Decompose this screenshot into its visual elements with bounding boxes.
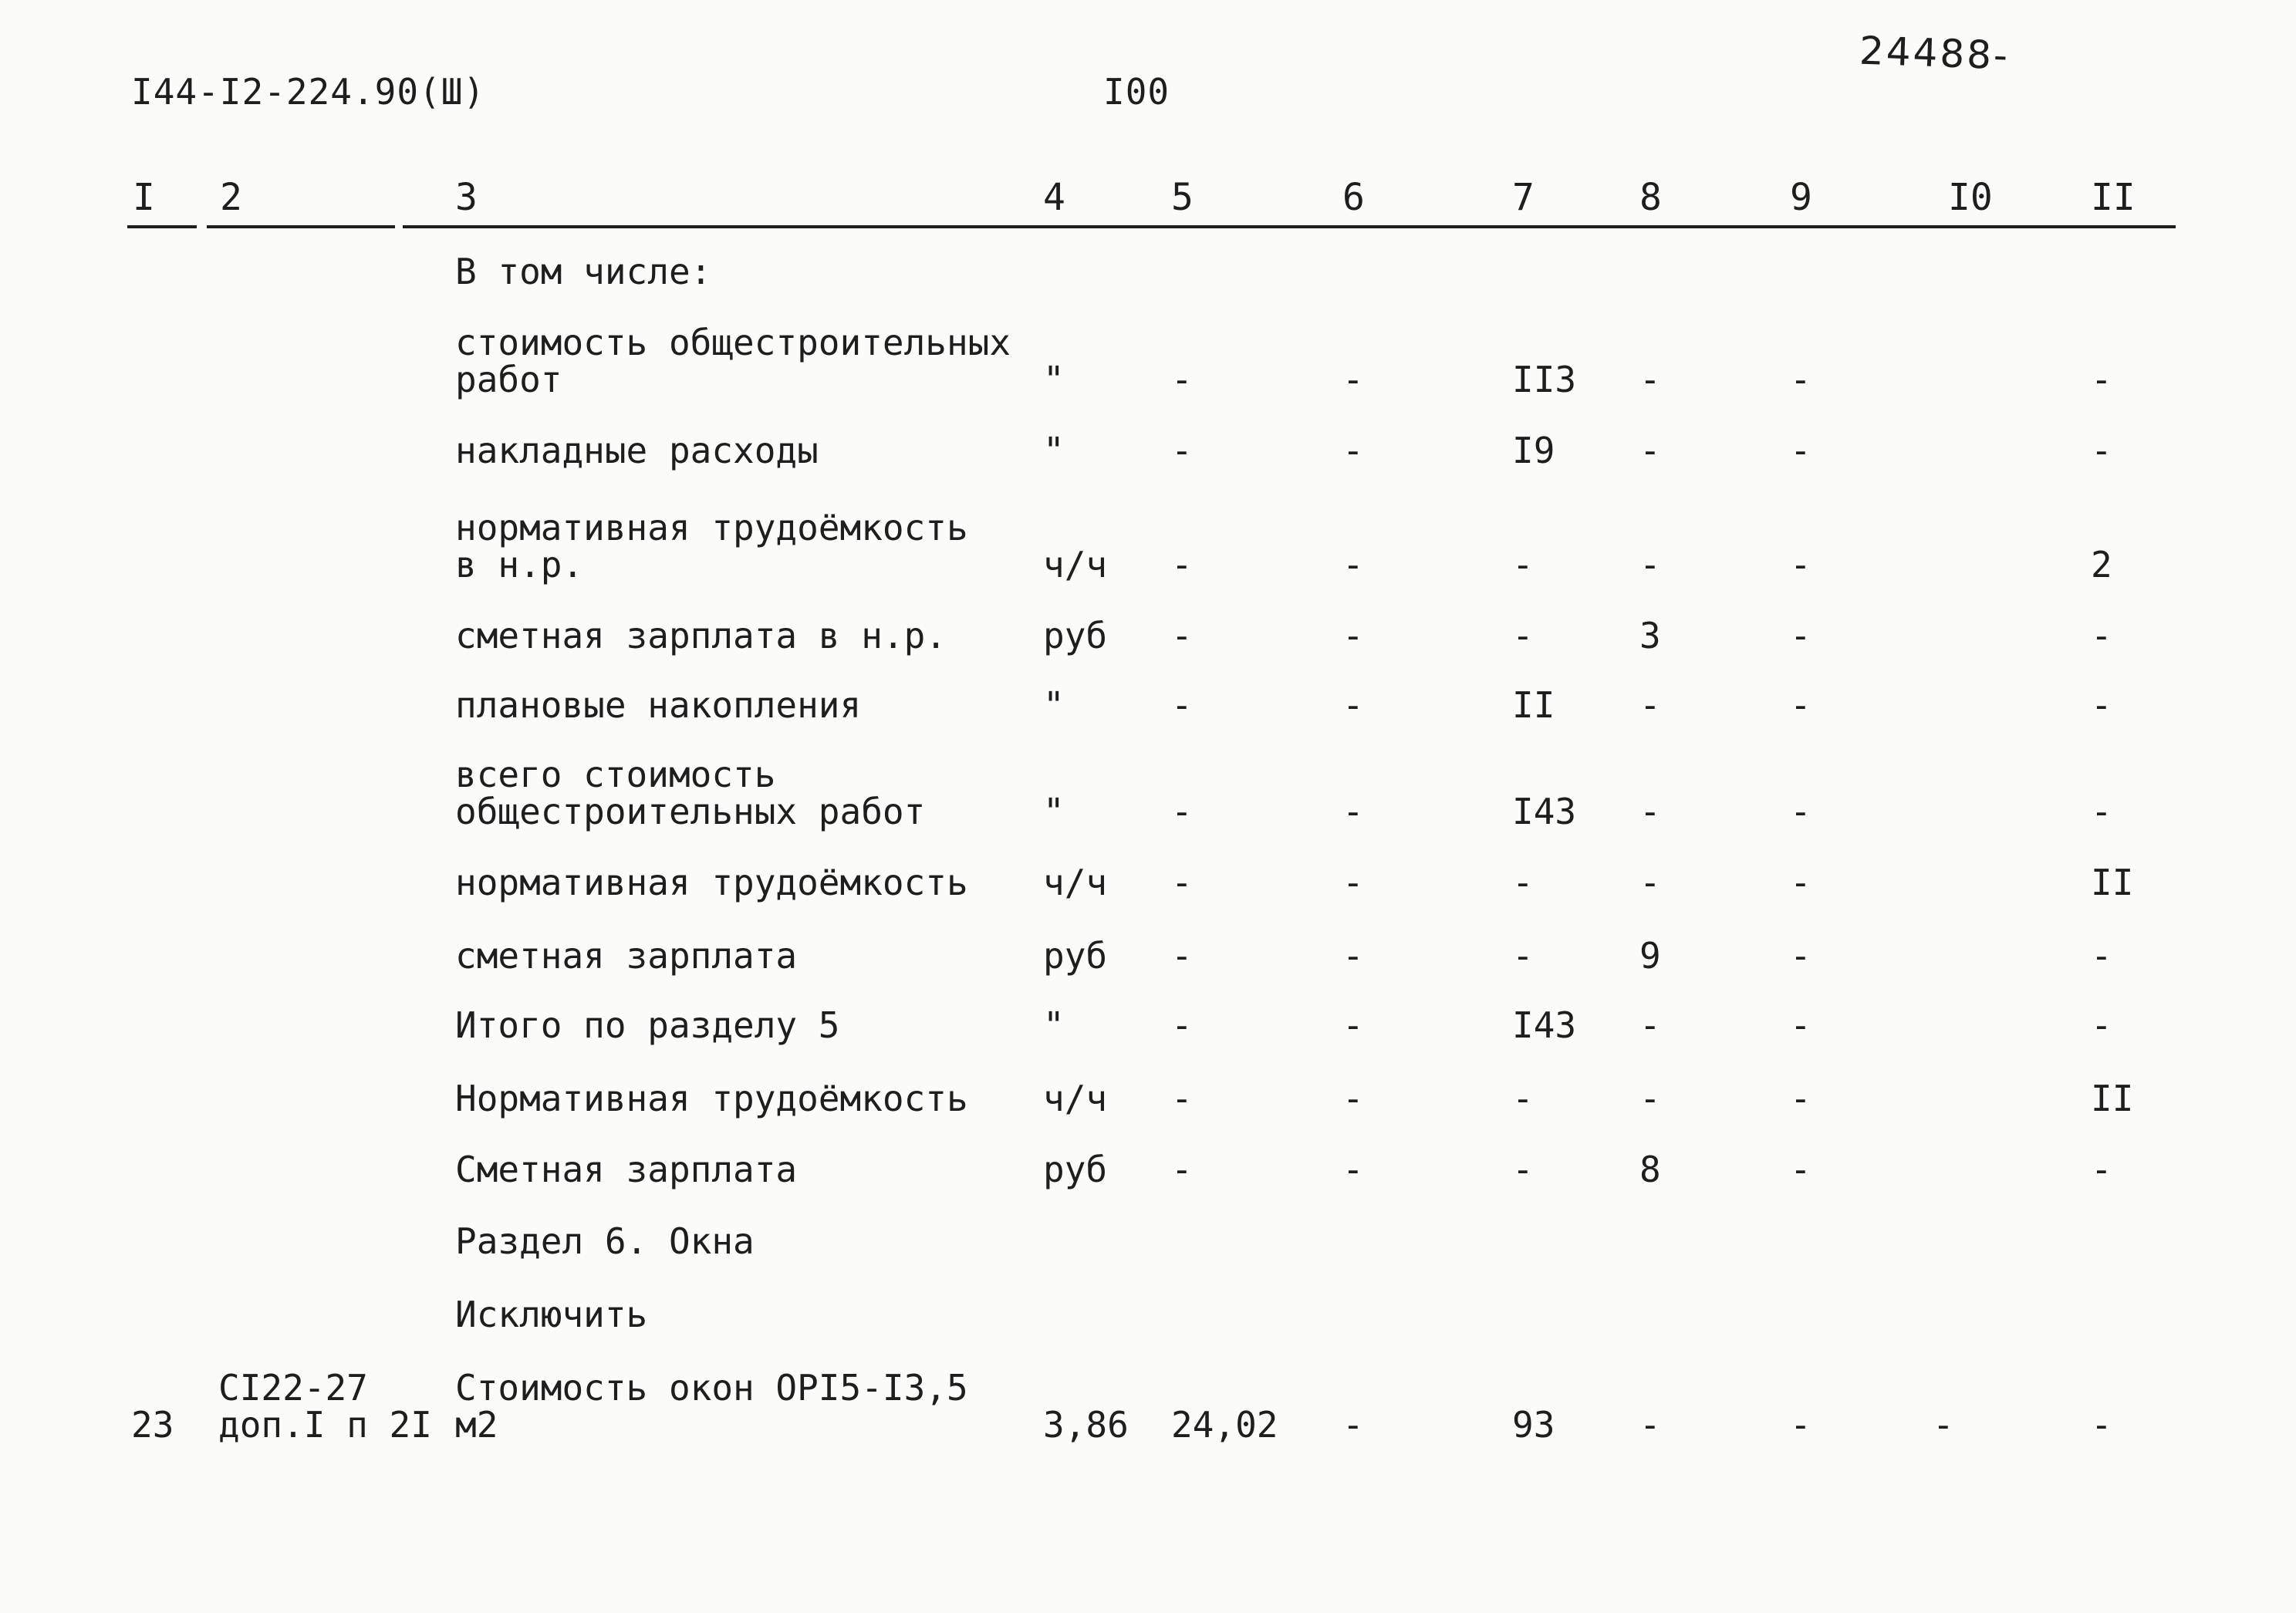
cell-c3: Сметная зарплата — [455, 1149, 798, 1190]
cell-c11: - — [2091, 935, 2112, 977]
cell-c5: - — [1171, 1078, 1193, 1119]
cell-c6: - — [1342, 791, 1364, 832]
cell-c4: ч/ч — [1043, 862, 1108, 903]
cell-c7: - — [1512, 935, 1534, 977]
header-rule — [403, 225, 2176, 228]
cell-c7: - — [1512, 615, 1534, 656]
cell-c2: СI22-27 — [218, 1367, 368, 1409]
cell-c7: - — [1512, 1149, 1534, 1190]
cell-c8: - — [1639, 359, 1661, 400]
cell-c11: - — [2091, 1149, 2112, 1190]
cell-c4: руб — [1043, 935, 1108, 977]
cell-c3: общестроительных работ — [455, 791, 926, 832]
cell-c3: Раздел 6. Окна — [455, 1220, 755, 1262]
cell-c7: - — [1512, 862, 1534, 903]
document-code: I44-I2-224.90(Ш) — [131, 71, 486, 113]
cell-c5: - — [1171, 862, 1193, 903]
cell-c9: - — [1790, 615, 1811, 656]
cell-c11: - — [2091, 615, 2112, 656]
cell-c9: - — [1790, 430, 1811, 471]
cell-c5: - — [1171, 1004, 1193, 1046]
cell-c7: I43 — [1512, 1004, 1577, 1046]
cell-c9: - — [1790, 935, 1811, 977]
column-number-header: 7 — [1512, 176, 1535, 219]
cell-c8: - — [1639, 430, 1661, 471]
cell-c5: - — [1171, 544, 1193, 585]
column-number-header: 5 — [1171, 176, 1194, 219]
column-number-header: I — [133, 176, 155, 219]
cell-c4: " — [1043, 359, 1065, 400]
cell-c3: В том числе: — [455, 251, 712, 292]
cell-c8: 9 — [1639, 935, 1661, 977]
cell-c9: - — [1790, 1078, 1811, 1119]
cell-c8: 8 — [1639, 1149, 1661, 1190]
cell-c3: всего стоимость — [455, 754, 776, 795]
cell-c6: - — [1342, 430, 1364, 471]
cell-c11: - — [2091, 684, 2112, 726]
cell-c9: - — [1790, 359, 1811, 400]
cell-c4: " — [1043, 1004, 1065, 1046]
cell-c4: руб — [1043, 615, 1108, 656]
cell-c4: " — [1043, 430, 1065, 471]
cell-c5: - — [1171, 791, 1193, 832]
cell-c11: - — [2091, 1404, 2112, 1446]
cell-c3: сметная зарплата в н.р. — [455, 615, 947, 656]
cell-c7: - — [1512, 1078, 1534, 1119]
cell-c5: - — [1171, 615, 1193, 656]
cell-c6: - — [1342, 935, 1364, 977]
cell-c9: - — [1790, 862, 1811, 903]
cell-c4: 3,86 — [1043, 1404, 1129, 1446]
cell-c3: нормативная трудоёмкость — [455, 507, 968, 548]
cell-c3: Итого по разделу 5 — [455, 1004, 840, 1046]
cell-c8: - — [1639, 544, 1661, 585]
cell-c5: - — [1171, 1149, 1193, 1190]
header-rule — [207, 225, 395, 228]
cell-c3: сметная зарплата — [455, 935, 798, 977]
cell-c5: 24,02 — [1171, 1404, 1278, 1446]
header-rule — [127, 225, 197, 228]
cell-c3: стоимость общестроительных — [455, 322, 1011, 363]
cell-c11: - — [2091, 791, 2112, 832]
cell-c6: - — [1342, 1404, 1364, 1446]
cell-c6: - — [1342, 1149, 1364, 1190]
cell-c4: руб — [1043, 1149, 1108, 1190]
cell-c8: - — [1639, 684, 1661, 726]
cell-c3: м2 — [455, 1404, 498, 1446]
cell-c4: " — [1043, 684, 1065, 726]
cell-c6: - — [1342, 862, 1364, 903]
cell-c8: - — [1639, 791, 1661, 832]
column-number-header: 3 — [455, 176, 478, 219]
cell-c9: - — [1790, 684, 1811, 726]
cell-c8: 3 — [1639, 615, 1661, 656]
cell-c3: работ — [455, 359, 562, 400]
column-number-header: 8 — [1639, 176, 1662, 219]
cell-c8: - — [1639, 1078, 1661, 1119]
cell-c6: - — [1342, 1004, 1364, 1046]
page-number: I00 — [1103, 71, 1170, 113]
cell-c4: ч/ч — [1043, 544, 1108, 585]
cell-c6: - — [1342, 684, 1364, 726]
cell-c3: Нормативная трудоёмкость — [455, 1078, 968, 1119]
cell-c3: Исключить — [455, 1294, 648, 1335]
cell-c9: - — [1790, 1149, 1811, 1190]
cell-c11: - — [2091, 359, 2112, 400]
cell-c9: - — [1790, 544, 1811, 585]
cell-c9: - — [1790, 1004, 1811, 1046]
cell-c8: - — [1639, 1404, 1661, 1446]
cell-c7: 93 — [1512, 1404, 1555, 1446]
cell-c11: - — [2091, 1004, 2112, 1046]
cell-c11: - — [2091, 430, 2112, 471]
cell-c7: I43 — [1512, 791, 1577, 832]
column-number-header: II — [2091, 176, 2136, 219]
cell-c5: - — [1171, 359, 1193, 400]
cell-c3: накладные расходы — [455, 430, 819, 471]
cell-c1: 23 — [131, 1404, 174, 1446]
cell-c3: нормативная трудоёмкость — [455, 862, 968, 903]
column-number-header: 6 — [1342, 176, 1365, 219]
cell-c11: II — [2091, 862, 2134, 903]
cell-c3: в н.р. — [455, 544, 584, 585]
archive-stamp: 24488- — [1859, 28, 2011, 79]
cell-c7: II — [1512, 684, 1555, 726]
cell-c6: - — [1342, 359, 1364, 400]
cell-c5: - — [1171, 684, 1193, 726]
column-number-header: 2 — [220, 176, 242, 219]
cell-c7: II3 — [1512, 359, 1577, 400]
column-number-header: 4 — [1043, 176, 1065, 219]
cell-c9: - — [1790, 1404, 1811, 1446]
cell-c4: " — [1043, 791, 1065, 832]
column-number-header: 9 — [1790, 176, 1812, 219]
cell-c5: - — [1171, 935, 1193, 977]
cell-c11: 2 — [2091, 544, 2112, 585]
cell-c4: ч/ч — [1043, 1078, 1108, 1119]
cell-c2: доп.I п 2I — [218, 1404, 432, 1446]
cell-c6: - — [1342, 1078, 1364, 1119]
cell-c9: - — [1790, 791, 1811, 832]
cell-c5: - — [1171, 430, 1193, 471]
cell-c6: - — [1342, 615, 1364, 656]
cell-c7: I9 — [1512, 430, 1555, 471]
cell-c3: плановые накопления — [455, 684, 862, 726]
cell-c3: Стоимость окон ОРI5-I3,5 — [455, 1367, 968, 1409]
column-number-header: I0 — [1948, 176, 1993, 219]
cell-c11: II — [2091, 1078, 2134, 1119]
cell-c8: - — [1639, 862, 1661, 903]
cell-c7: - — [1512, 544, 1534, 585]
cell-c10: - — [1933, 1404, 1954, 1446]
cell-c8: - — [1639, 1004, 1661, 1046]
cell-c6: - — [1342, 544, 1364, 585]
